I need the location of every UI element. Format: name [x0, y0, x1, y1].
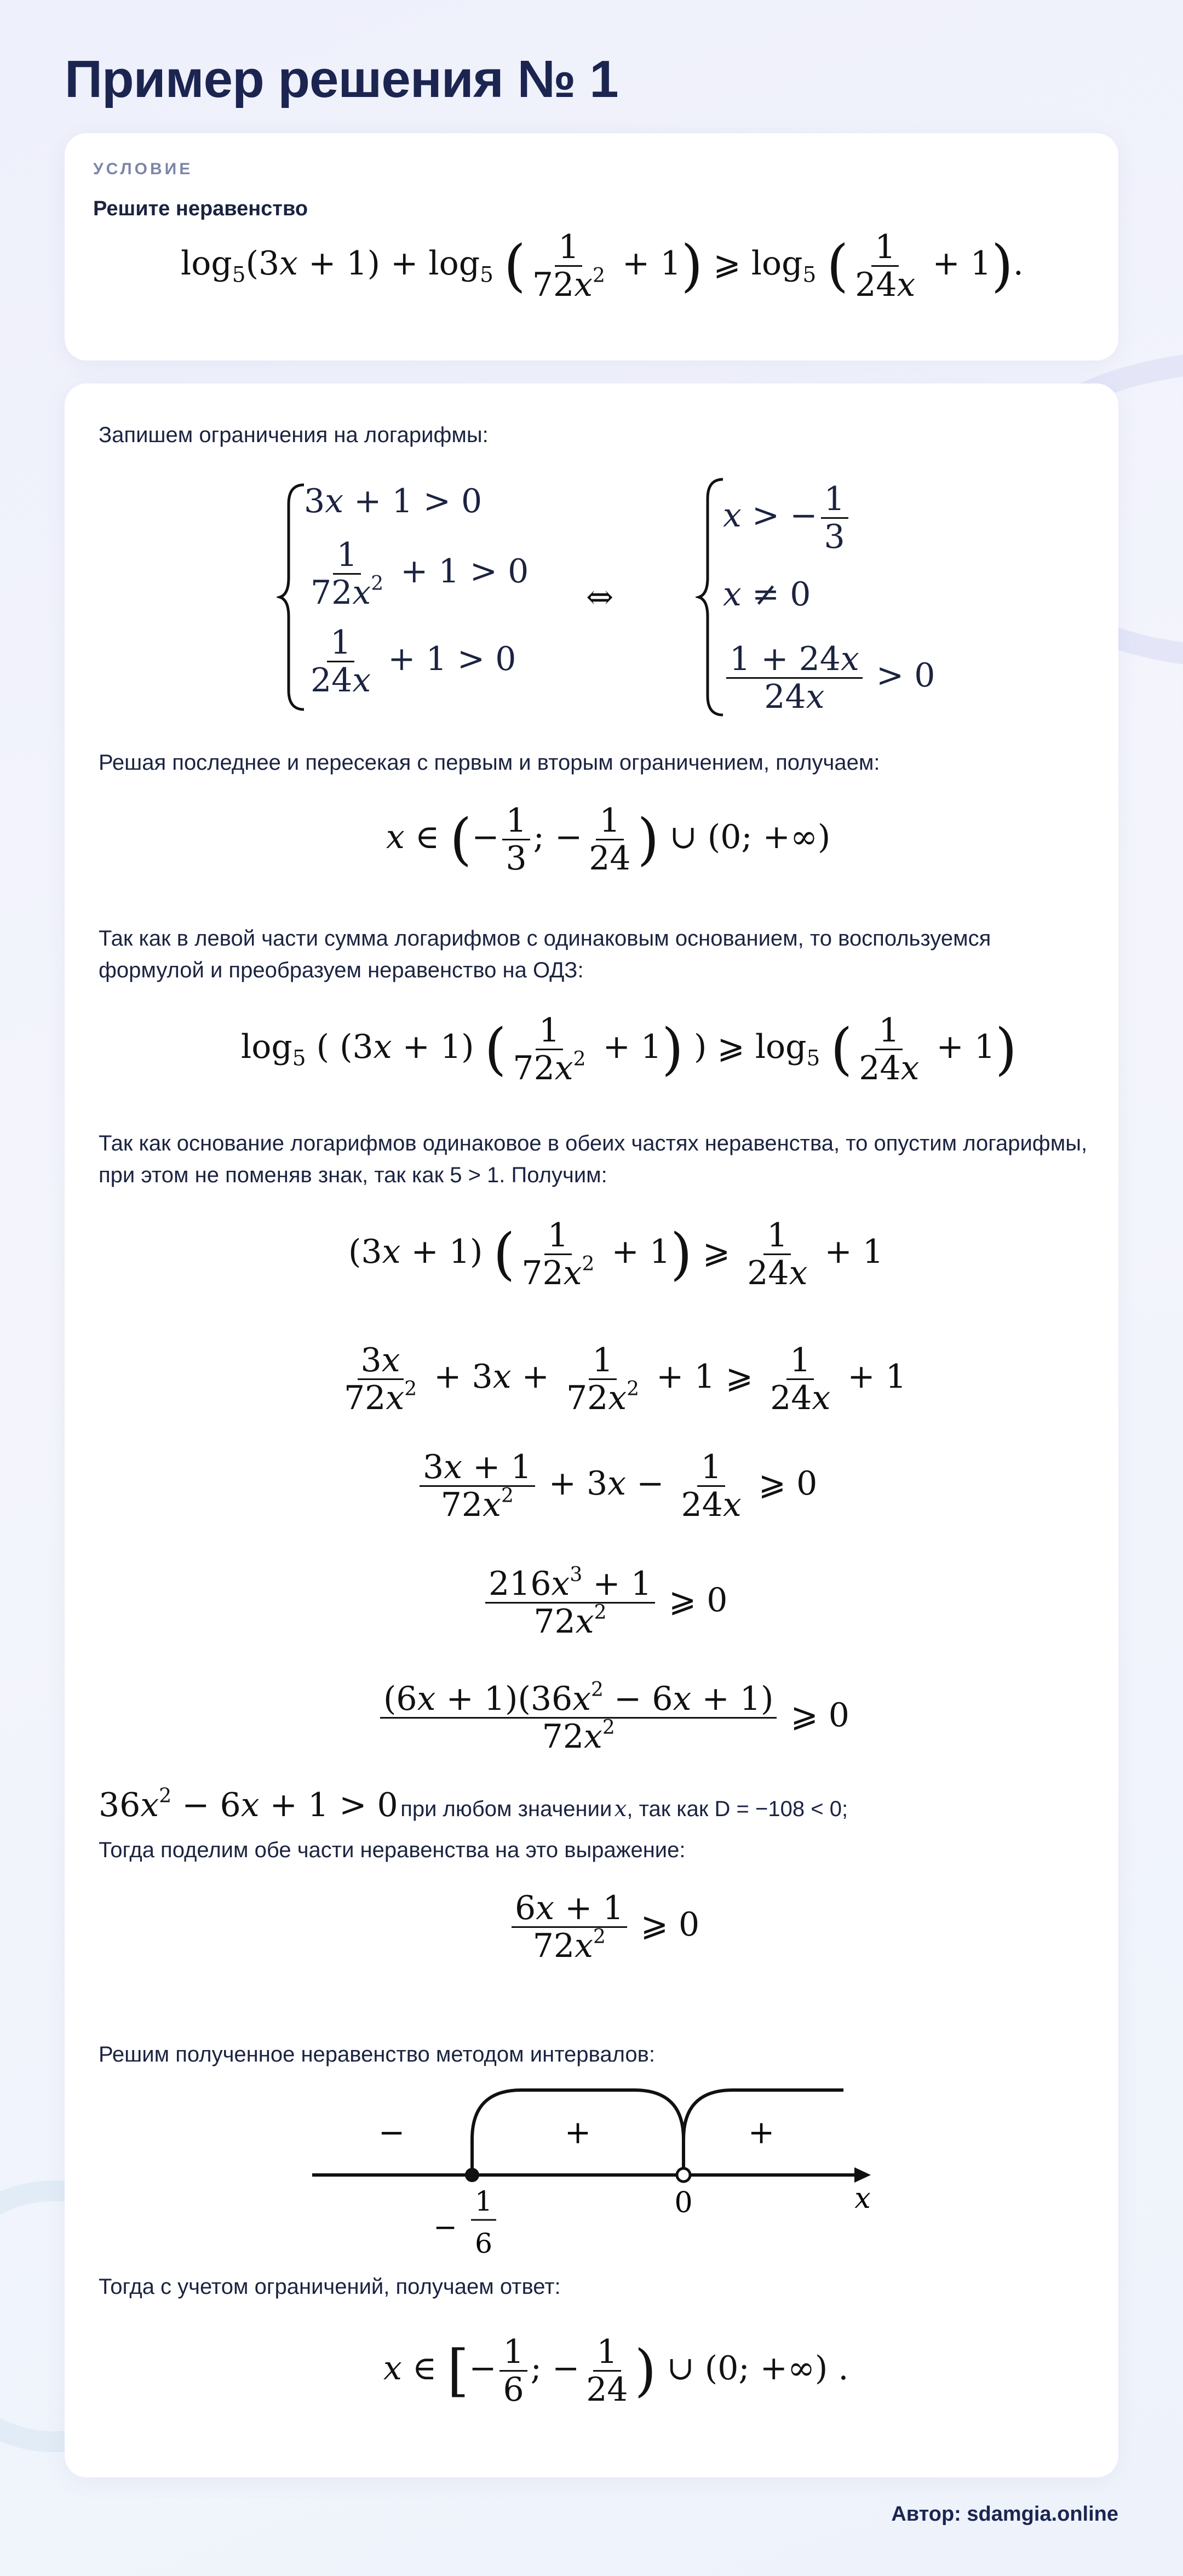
solution-text-8: Тогда с учетом ограничений, получаем ответ:: [99, 2275, 561, 2299]
combined-log-inequality: $\log_5$ ( (3x + 1) ( $\frac{1}{72x^2}$ + 1) ) ⩾ $\log_5$ ( $\frac{1}{24x}$ + 1): [241, 1011, 1017, 1087]
inequality-step-5: $\frac{(6x + 1)(36x^2 - 6x + 1)}{72x^2}$ ⩾ 0: [377, 1681, 849, 1755]
minus-sign: −: [433, 2211, 457, 2244]
label-fraction-den: 6: [475, 2228, 492, 2259]
solution-text-1: Запишем ограничения на логарифмы:: [99, 423, 489, 447]
point-empty: [677, 2168, 690, 2182]
condition-heading: Решите неравенство: [93, 197, 308, 220]
solution-text-2: Решая последнее и пересекая с первым и вторым ограничением, получаем:: [99, 751, 880, 775]
inequality-step-3: $\frac{3x + 1}{72x^2}$ + 3x − $\frac{1}{24x}$ ⩾ 0: [416, 1449, 817, 1523]
label-x: x: [854, 2182, 871, 2215]
inequality-step-1: (3x + 1) ( $\frac{1}{72x^2}$ + 1) ⩾ $\frac{1}{24x}$ + 1: [348, 1216, 884, 1292]
axis-arrow: [854, 2167, 871, 2183]
label-zero: 0: [674, 2186, 693, 2219]
solution-text-6: Тогда поделим обе части неравенства на это выражение:: [99, 1838, 686, 1862]
sign-2: +: [564, 2114, 592, 2151]
page-title: Пример решения № 1: [65, 50, 618, 108]
odz-result: x ∈ (− $\frac{1}{3}$ ; − $\frac{1}{24}$ ) ∪ (0; +∞): [386, 802, 831, 878]
equivalence-arrow: ⇔: [586, 578, 614, 616]
sign-1: −: [378, 2114, 405, 2151]
discriminant-line: $36x^2 - 6x + 1 > 0$ при любом значении x, так как D = −108 < 0;: [99, 1784, 848, 1824]
discriminant-text: при любом значении: [400, 1797, 612, 1821]
point-filled: [465, 2168, 479, 2182]
condition-tag: УСЛОВИЕ: [93, 160, 193, 178]
inequality-step-2: $\frac{3x}{72x^2}$ + 3x + $\frac{1}{72x^2}$ + 1 ⩾ $\frac{1}{24x}$ + 1: [344, 1341, 906, 1417]
author-credit: Автор: sdamgia.online: [891, 2503, 1118, 2526]
interval-number-line: [301, 2076, 904, 2274]
solution-text-3: Так как в левой части сумма логарифмов с одинаковым основанием, то воспользуемся формулой и преобразуем неравенство на ОДЗ:: [99, 926, 991, 982]
condition-inequality: $\log_5(3x + 1) + \log_5$ ( $\frac{1}{72x^2}$ + 1) ⩾ $\log_5$ ( $\frac{1}{24x}$ + 1).: [181, 228, 1024, 304]
sign-3: +: [748, 2114, 775, 2151]
discriminant-text-end: , так как D = −108 < 0;: [627, 1797, 848, 1821]
solution-text-4: Так как основание логарифмов одинаковое в обеих частях неравенства, то опустим логарифмы, при этом не поменяв знак, так как 5 > 1. Получим:: [99, 1131, 1088, 1187]
final-answer: x ∈ [− $\frac{1}{6}$ ; − $\frac{1}{24}$ ) ∪ (0; +∞) .: [383, 2333, 849, 2409]
inequality-step-6: $\frac{6x + 1}{72x^2}$ ⩾ 0: [508, 1890, 699, 1964]
label-fraction-num: 1: [475, 2185, 492, 2217]
inequality-step-4: $\frac{216x^3 + 1}{72x^2}$ ⩾ 0: [482, 1566, 727, 1640]
solution-text-7: Решим полученное неравенство методом интервалов:: [99, 2042, 655, 2066]
